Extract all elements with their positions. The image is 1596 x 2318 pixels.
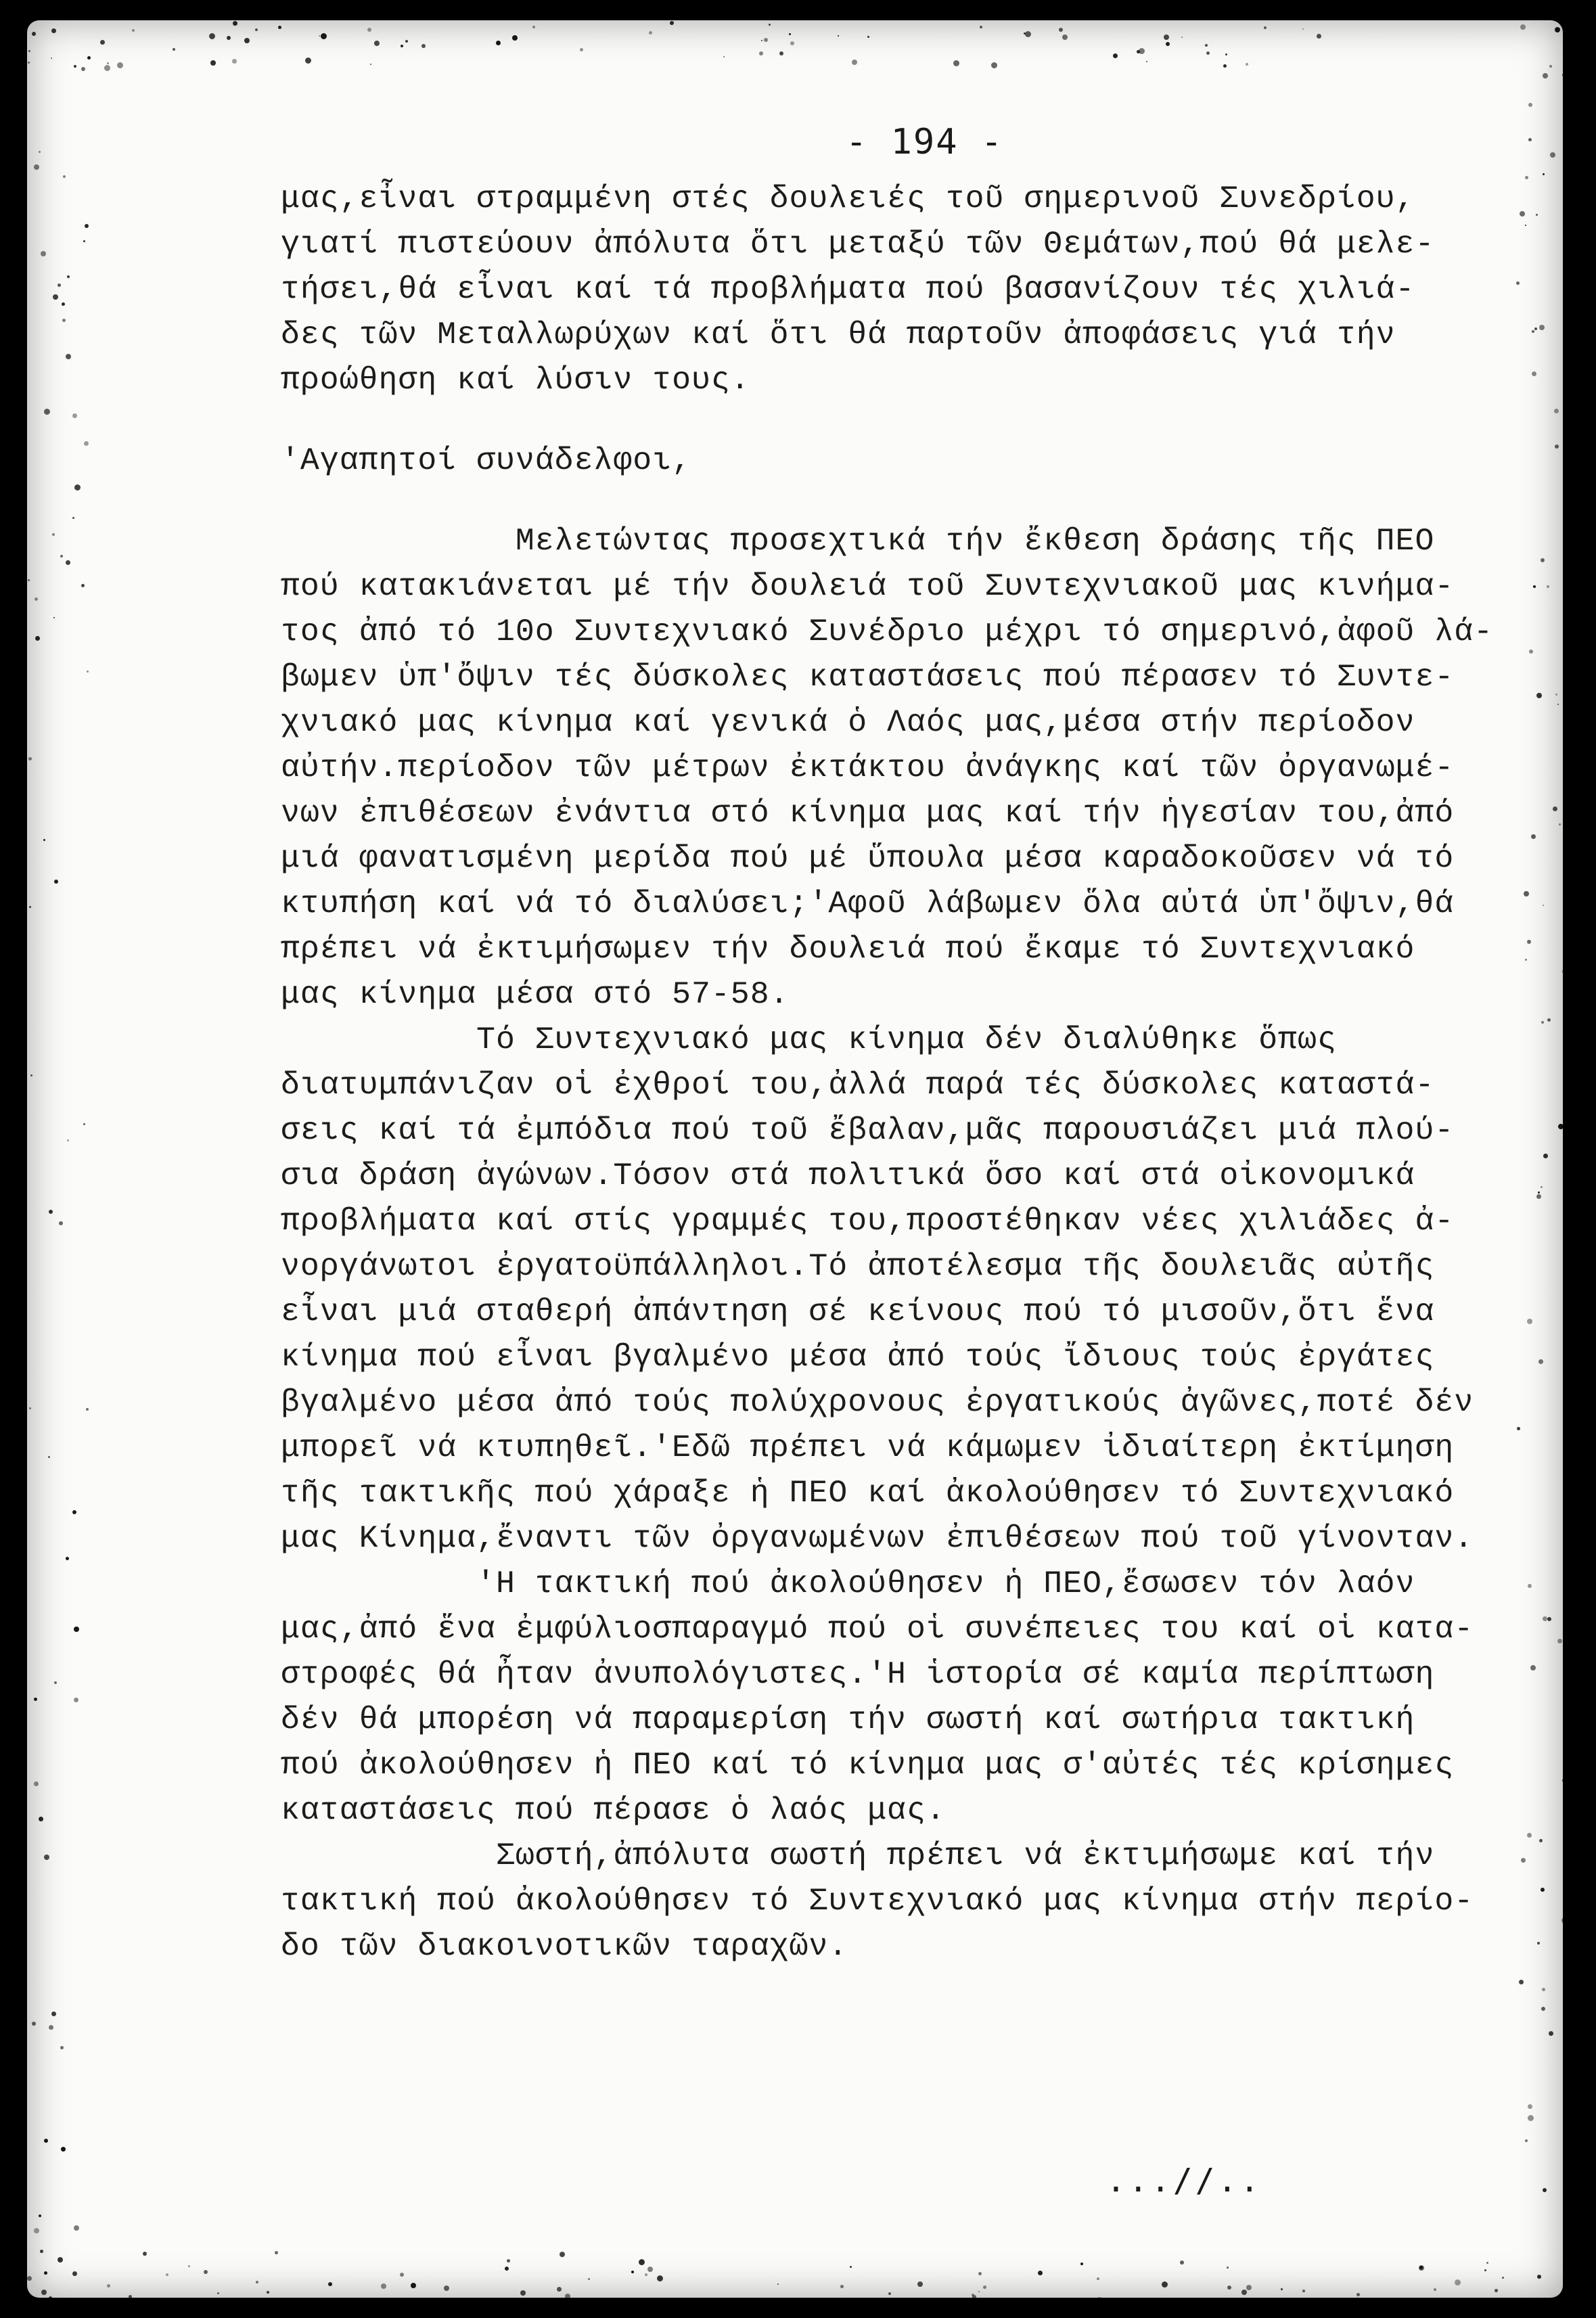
noise-speckle xyxy=(1302,28,1304,30)
noise-speckle xyxy=(81,584,85,587)
noise-speckle xyxy=(63,175,66,178)
noise-speckle xyxy=(1528,1584,1532,1588)
noise-speckle xyxy=(66,1557,69,1560)
noise-speckle xyxy=(28,757,32,760)
noise-speckle xyxy=(512,35,518,41)
noise-speckle xyxy=(850,2266,852,2268)
noise-speckle xyxy=(67,275,70,278)
noise-speckle xyxy=(991,62,997,68)
noise-speckle xyxy=(72,517,74,519)
noise-speckle xyxy=(1555,445,1559,449)
text-line: προώθηση καί λύσιν τους. xyxy=(281,362,750,398)
noise-speckle xyxy=(74,2225,79,2231)
text-line: πού κατακιάνεται μέ τήν δουλειά τοῦ Συντεχνιακοῦ μας κινήμα- xyxy=(281,568,1455,604)
noise-speckle xyxy=(560,2252,565,2257)
noise-speckle xyxy=(1536,214,1538,216)
noise-speckle xyxy=(1557,1639,1562,1643)
noise-speckle xyxy=(852,60,857,65)
noise-speckle xyxy=(1528,2104,1532,2109)
noise-speckle xyxy=(1539,325,1545,330)
noise-speckle xyxy=(39,2214,41,2217)
noise-speckle xyxy=(580,48,583,51)
noise-speckle xyxy=(1529,650,1533,654)
noise-speckle xyxy=(84,441,89,446)
text-line: Σωστή,ἀπόλυτα σωστή πρέπει νά ἐκτιμήσωμε καί τήν xyxy=(281,1838,1435,1873)
noise-speckle xyxy=(1525,176,1528,179)
document-page xyxy=(27,20,1563,2298)
noise-speckle xyxy=(54,1681,57,1684)
noise-speckle xyxy=(978,2272,982,2275)
noise-speckle xyxy=(1137,50,1140,53)
noise-speckle xyxy=(34,1781,39,1786)
noise-speckle xyxy=(1562,1779,1563,1782)
noise-speckle xyxy=(74,1698,78,1702)
noise-speckle xyxy=(81,67,85,71)
noise-speckle xyxy=(840,2285,844,2288)
noise-speckle xyxy=(1541,558,1545,562)
noise-speckle xyxy=(1538,1359,1543,1364)
noise-speckle xyxy=(48,1456,50,1458)
text-line: Τό Συντεχνιακό μας κίνημα δέν διαλύθηκε ὅπως xyxy=(281,1022,1337,1058)
noise-speckle xyxy=(204,2270,208,2274)
noise-speckle xyxy=(1543,73,1548,78)
text-line: βωμεν ὑπ'ὄψιν τές δύσκολες καταστάσεις πού πέρασεν τό Συντε- xyxy=(281,659,1455,695)
noise-speckle xyxy=(557,2287,562,2292)
noise-speckle xyxy=(51,2012,56,2016)
noise-speckle xyxy=(72,413,77,418)
noise-speckle xyxy=(29,1407,31,1409)
noise-speckle xyxy=(761,40,762,41)
noise-speckle xyxy=(1062,35,1068,40)
text-line: τῆς τακτικῆς πού χάραξε ἡ ΠΕΟ καί ἀκολούθησεν τό Συντεχνιακό xyxy=(281,1475,1455,1511)
noise-speckle xyxy=(1264,26,1267,29)
noise-speckle xyxy=(173,48,175,51)
noise-speckle xyxy=(58,283,61,287)
text-line: δες τῶν Μεταλλωρύχων καί ὅτι θά παρτοῦν ἀποφάσεις γιά τήν xyxy=(281,317,1396,353)
noise-speckle xyxy=(319,35,320,37)
text-line: καταστάσεις πού πέρασε ὁ λαός μας. xyxy=(281,1792,946,1828)
noise-speckle xyxy=(888,2292,891,2295)
noise-speckle xyxy=(1241,2290,1247,2295)
noise-speckle xyxy=(411,2283,416,2288)
text-line: χνιακό μας κίνημα καί γενικά ὁ Λαός μας,μέσα στήν περίοδον xyxy=(281,704,1415,740)
text-line: διατυμπάνιζαν οἱ ἐχθροί του,ἀλλά παρά τές δύσκολες καταστά- xyxy=(281,1067,1435,1103)
noise-speckle xyxy=(1025,31,1031,37)
noise-speckle xyxy=(1536,693,1542,698)
noise-speckle xyxy=(188,2265,190,2267)
noise-speckle xyxy=(107,62,109,64)
text-line: στροφές θά ἦταν ἀνυπολόγιστες.'Η ἱστορία σέ καμία περίπτωση xyxy=(281,1656,1435,1692)
noise-speckle xyxy=(39,151,41,153)
noise-speckle xyxy=(764,38,768,42)
noise-speckle xyxy=(305,58,311,64)
text-line: δέν θά μπορέση νά παραμερίση τήν σωστή καί σωτήρια τακτική xyxy=(281,1702,1415,1737)
noise-speckle xyxy=(1542,1988,1545,1991)
paragraph-gap xyxy=(281,483,1539,518)
noise-speckle xyxy=(1554,409,1559,413)
noise-speckle xyxy=(1534,327,1537,330)
text-line: πρέπει νά ἐκτιμήσωμεν τήν δουλειά πού ἔκαμε τό Συντεχνιακό xyxy=(281,931,1415,967)
noise-speckle xyxy=(28,62,30,64)
noise-speckle xyxy=(657,2275,663,2281)
noise-speckle xyxy=(1539,1839,1543,1842)
noise-speckle xyxy=(1520,24,1526,30)
noise-speckle xyxy=(723,56,725,58)
noise-speckle xyxy=(117,62,123,68)
noise-speckle xyxy=(1527,1833,1532,1838)
noise-speckle xyxy=(381,2283,386,2289)
noise-speckle xyxy=(74,65,76,68)
noise-speckle xyxy=(1558,1124,1563,1129)
noise-speckle xyxy=(838,35,839,37)
noise-speckle xyxy=(40,2250,43,2253)
noise-speckle xyxy=(370,64,371,65)
noise-speckle xyxy=(645,2273,647,2276)
noise-speckle xyxy=(1434,2288,1436,2291)
text-line: τος ἀπό τό 10ο Συντεχνιακό Συνέδριο μέχρι τό σημερινό,ἀφοῦ λά- xyxy=(281,614,1494,650)
noise-speckle xyxy=(1543,1154,1548,1158)
noise-speckle xyxy=(1527,1319,1532,1324)
noise-speckle xyxy=(1162,2281,1168,2288)
noise-speckle xyxy=(1281,2288,1283,2290)
noise-speckle xyxy=(233,21,237,26)
noise-speckle xyxy=(44,1855,49,1860)
noise-speckle xyxy=(1180,2260,1184,2265)
text-line: τακτική πού ἀκολούθησεν τό Συντεχνιακό μας κίνημα στήν περίο- xyxy=(281,1883,1474,1919)
noise-speckle xyxy=(1519,1980,1524,1984)
noise-speckle xyxy=(1543,905,1544,906)
noise-speckle xyxy=(1541,1888,1545,1892)
noise-speckle xyxy=(143,2252,147,2256)
noise-speckle xyxy=(1206,51,1210,55)
noise-speckle xyxy=(1227,2267,1229,2269)
noise-speckle xyxy=(1532,371,1536,376)
noise-speckle xyxy=(647,2267,653,2272)
text-line: νοργάνωτοι ἐργατοϋπάλληλοι.Τό ἀποτέλεσμα τῆς δουλειᾶς αὐτῆς xyxy=(281,1248,1435,1284)
noise-speckle xyxy=(44,2139,48,2143)
noise-speckle xyxy=(631,2271,634,2273)
noise-speckle xyxy=(51,28,56,33)
noise-speckle xyxy=(1543,2188,1547,2192)
text-line: σια δράση ἀγώνων.Τόσον στά πολιτικά ὅσο καί στά οἰκονομικά xyxy=(281,1158,1415,1194)
noise-speckle xyxy=(27,2276,32,2281)
text-line: νων ἐπιθέσεων ἐνάντια στό κίνημα μας καί τήν ἡγεσίαν του,ἀπό xyxy=(281,795,1455,831)
noise-speckle xyxy=(421,44,426,48)
noise-speckle xyxy=(972,2294,974,2296)
page-number: - 194 - xyxy=(846,122,1004,162)
noise-speckle xyxy=(104,65,110,71)
noise-speckle xyxy=(639,2259,645,2265)
noise-speckle xyxy=(790,41,794,45)
noise-speckle xyxy=(1562,970,1563,974)
noise-speckle xyxy=(132,29,135,32)
noise-speckle xyxy=(1524,891,1529,896)
noise-speckle xyxy=(35,597,38,601)
noise-speckle xyxy=(777,2283,779,2285)
noise-speckle xyxy=(1246,2285,1252,2290)
noise-speckle xyxy=(1541,1186,1543,1188)
text-line: Μελετώντας προσεχτικά τήν ἔκθεση δράσης τῆς ΠΕΟ xyxy=(281,523,1435,559)
noise-speckle xyxy=(32,2022,36,2026)
noise-speckle xyxy=(129,2295,132,2298)
noise-speckle xyxy=(217,2292,219,2294)
noise-speckle xyxy=(1550,152,1555,158)
noise-speckle xyxy=(1520,211,1525,217)
noise-speckle xyxy=(1024,32,1026,35)
noise-speckle xyxy=(983,2286,986,2289)
noise-speckle xyxy=(60,2046,64,2049)
noise-speckle xyxy=(1537,2275,1541,2279)
noise-speckle xyxy=(58,2257,63,2263)
text-line: εἶναι μιά σταθερή ἀπάντηση σέ κείνους πού τό μισοῦν,ὅτι ἕνα xyxy=(281,1294,1435,1330)
text-line: μας,εἶναι στραμμένη στές δουλειές τοῦ σημερινοῦ Συνεδρίου, xyxy=(281,181,1415,217)
text-line: μας,ἀπό ἕνα ἐμφύλιοσπαραγμό πού οἱ συνέπειες του καί οἱ κατα- xyxy=(281,1611,1474,1647)
noise-speckle xyxy=(1537,1942,1540,1945)
noise-speckle xyxy=(1531,834,1536,839)
text-line: γιατί πιστεύουν ἀπόλυτα ὅτι μεταξύ τῶν Θεμάτων,πού θά μελε- xyxy=(281,226,1435,262)
noise-speckle xyxy=(1530,1665,1536,1671)
noise-speckle xyxy=(1541,1021,1544,1024)
noise-speckle xyxy=(66,354,71,359)
noise-speckle xyxy=(1559,823,1561,825)
noise-speckle xyxy=(321,33,327,39)
noise-speckle xyxy=(267,2291,269,2294)
text-line: αὐτήν.περίοδον τῶν μέτρων ἐκτάκτου ἀνάγκης καί τῶν ὀργανωμέ- xyxy=(281,750,1455,786)
noise-speckle xyxy=(62,319,66,322)
noise-speckle xyxy=(367,28,371,32)
noise-speckle xyxy=(255,28,258,31)
noise-speckle xyxy=(1555,27,1560,32)
noise-speckle xyxy=(1455,2279,1461,2286)
noise-speckle xyxy=(34,2228,39,2233)
noise-speckle xyxy=(532,26,535,28)
noise-speckle xyxy=(1517,1427,1520,1430)
noise-speckle xyxy=(1536,1194,1541,1199)
text-line: τήσει,θά εἶναι καί τά προβλήματα πού βασανίζουν τές χιλιά- xyxy=(281,271,1415,307)
noise-speckle xyxy=(1181,37,1183,38)
text-line: 'Η τακτική πού ἀκολούθησεν ἡ ΠΕΟ,ἔσωσεν τόν λαόν xyxy=(281,1566,1415,1601)
noise-speckle xyxy=(1533,585,1536,588)
noise-speckle xyxy=(1495,2289,1498,2292)
text-line: σεις καί τά ἐμπόδια πού τοῦ ἔβαλαν,μᾶς παρουσιάζει μιά πλού- xyxy=(281,1112,1455,1148)
noise-speckle xyxy=(62,302,65,306)
noise-speckle xyxy=(60,555,63,558)
noise-speckle xyxy=(61,2147,66,2152)
noise-speckle xyxy=(1317,34,1321,39)
noise-speckle xyxy=(1525,2139,1528,2142)
noise-speckle xyxy=(1059,28,1063,32)
noise-speckle xyxy=(649,31,652,35)
noise-speckle xyxy=(917,2281,923,2287)
noise-speckle xyxy=(86,1408,89,1411)
text-line: μας Κίνημα,ἔναντι τῶν ὀργανωμένων ἐπιθέσεων πού τοῦ γίνονταν. xyxy=(281,1520,1474,1556)
noise-speckle xyxy=(789,33,791,35)
text-line: μπορεῖ νά κτυπηθεῖ.'Εδῶ πρέπει νά κάμωμεν ἰδιαίτερη ἐκτίμηση xyxy=(281,1430,1455,1465)
noise-speckle xyxy=(1549,65,1552,68)
noise-speckle xyxy=(278,26,281,29)
noise-speckle xyxy=(1561,1917,1563,1924)
noise-speckle xyxy=(520,2290,526,2296)
noise-speckle xyxy=(72,2271,77,2276)
noise-speckle xyxy=(275,2251,278,2254)
noise-speckle xyxy=(85,224,89,228)
noise-speckle xyxy=(588,2278,590,2280)
noise-speckle xyxy=(1502,2277,1504,2279)
noise-speckle xyxy=(444,2286,449,2291)
noise-speckle xyxy=(1521,1858,1526,1863)
noise-speckle xyxy=(34,1698,37,1701)
noise-speckle xyxy=(41,251,46,256)
noise-speckle xyxy=(41,2290,47,2295)
noise-speckle xyxy=(54,880,58,884)
noise-speckle xyxy=(1080,2263,1083,2265)
noise-speckle xyxy=(74,1627,79,1632)
noise-speckle xyxy=(1549,2031,1553,2036)
noise-speckle xyxy=(670,21,674,25)
noise-speckle xyxy=(405,40,408,43)
noise-speckle xyxy=(1097,2277,1099,2280)
noise-speckle xyxy=(400,2273,404,2277)
noise-speckle xyxy=(1205,44,1208,47)
noise-speckle xyxy=(1528,103,1532,107)
noise-speckle xyxy=(1525,959,1527,961)
noise-speckle xyxy=(1543,1616,1547,1621)
noise-speckle xyxy=(227,36,231,40)
noise-speckle xyxy=(1532,330,1534,333)
noise-speckle xyxy=(1541,2007,1545,2011)
noise-speckle xyxy=(1302,2290,1305,2292)
noise-speckle xyxy=(769,24,771,26)
noise-speckle xyxy=(1227,2286,1231,2290)
noise-speckle xyxy=(166,2273,168,2276)
noise-speckle xyxy=(1527,940,1531,944)
continuation-mark: ...//.. xyxy=(1106,2162,1262,2200)
noise-speckle xyxy=(28,50,30,52)
noise-speckle xyxy=(328,2282,332,2286)
noise-speckle xyxy=(29,906,31,908)
noise-speckle xyxy=(505,2267,509,2271)
noise-speckle xyxy=(35,636,40,641)
noise-speckle xyxy=(232,59,237,64)
noise-speckle xyxy=(28,579,30,581)
noise-speckle xyxy=(1547,585,1549,588)
noise-speckle xyxy=(83,1123,85,1125)
noise-speckle xyxy=(1484,2269,1486,2271)
noise-speckle xyxy=(209,33,215,39)
noise-speckle xyxy=(53,294,58,300)
noise-speckle xyxy=(1356,2293,1360,2296)
noise-speckle xyxy=(1419,2265,1424,2271)
noise-speckle xyxy=(1555,694,1557,696)
noise-speckle xyxy=(256,2281,258,2283)
noise-speckle xyxy=(44,409,50,415)
text-line: προβλήματα καί στίς γραμμές του,προστέθηκαν νέες χιλιάδες ἀ- xyxy=(281,1203,1455,1239)
noise-speckle xyxy=(1547,1617,1551,1621)
noise-speckle xyxy=(100,40,105,45)
noise-speckle xyxy=(39,1817,43,1821)
noise-speckle xyxy=(34,164,39,170)
noise-speckle xyxy=(953,60,959,66)
noise-speckle xyxy=(867,36,869,38)
noise-speckle xyxy=(1528,138,1532,141)
noise-speckle xyxy=(779,51,783,55)
noise-speckle xyxy=(59,1221,63,1225)
noise-speckle xyxy=(980,26,982,28)
noise-speckle xyxy=(244,38,250,43)
noise-speckle xyxy=(74,484,81,491)
noise-speckle xyxy=(565,2294,570,2298)
noise-speckle xyxy=(51,58,52,59)
text-line: κίνημα πού εἶναι βγαλμένο μέσα ἀπό τούς ἴδιους τούς ἐργάτες xyxy=(281,1339,1435,1375)
noise-speckle xyxy=(1553,806,1557,811)
text-line: πού ἀκολούθησεν ἡ ΠΕΟ καί τό κίνημα μας σ'αὐτές τές κρίσημες xyxy=(281,1747,1455,1783)
paragraph-gap xyxy=(281,403,1539,438)
text-line: δο τῶν διακοινοτικῶν ταραχῶν. xyxy=(281,1928,848,1964)
noise-speckle xyxy=(67,1139,69,1141)
noise-speckle xyxy=(1164,35,1169,40)
noise-speckle xyxy=(53,617,55,618)
text-line: κτυπήση καί νά τό διαλύσει;'Αφοῦ λάβωμεν ὅλα αὐτά ὑπ'ὄψιν,θά xyxy=(281,886,1455,922)
noise-speckle xyxy=(49,1210,53,1214)
noise-speckle xyxy=(374,41,380,46)
document-body xyxy=(281,176,1539,1969)
noise-speckle xyxy=(496,41,501,45)
noise-speckle xyxy=(1223,64,1227,68)
noise-speckle xyxy=(1246,63,1248,66)
noise-speckle xyxy=(759,51,763,55)
noise-speckle xyxy=(1557,704,1559,705)
noise-speckle xyxy=(32,32,36,36)
noise-speckle xyxy=(52,533,55,536)
noise-speckle xyxy=(978,2291,980,2292)
noise-speckle xyxy=(49,2025,53,2030)
noise-speckle xyxy=(1097,2297,1102,2298)
text-line: μας κίνημα μέσα στό 57-58. xyxy=(281,976,790,1012)
noise-speckle xyxy=(49,2296,52,2298)
noise-speckle xyxy=(1516,281,1520,285)
noise-speckle xyxy=(1038,2271,1043,2275)
text-line: βγαλμένο μέσα ἀπό τούς πολύχρονους ἐργατικούς ἀγῶνες,ποτέ δέν xyxy=(281,1384,1474,1420)
noise-speckle xyxy=(507,2259,510,2263)
noise-speckle xyxy=(83,240,85,242)
noise-speckle xyxy=(87,56,91,60)
noise-speckle xyxy=(1543,173,1545,175)
noise-speckle xyxy=(87,671,89,673)
text-line: 'Αγαπητοί συνάδελφοι, xyxy=(281,442,691,478)
noise-speckle xyxy=(66,560,70,565)
noise-speckle xyxy=(401,45,403,47)
noise-speckle xyxy=(72,1510,76,1514)
noise-speckle xyxy=(1562,74,1563,76)
noise-speckle xyxy=(1146,61,1147,62)
noise-speckle xyxy=(1166,42,1170,46)
noise-speckle xyxy=(30,1074,32,1076)
noise-speckle xyxy=(210,60,216,66)
noise-speckle xyxy=(44,2271,47,2275)
noise-speckle xyxy=(1528,2115,1534,2121)
noise-speckle xyxy=(107,2284,110,2288)
noise-speckle xyxy=(1525,225,1526,226)
noise-speckle xyxy=(1113,53,1118,58)
noise-speckle xyxy=(1225,53,1227,55)
noise-speckle xyxy=(1547,1018,1551,1022)
noise-speckle xyxy=(1486,2262,1488,2264)
noise-speckle xyxy=(1538,1191,1540,1194)
text-line: μιά φανατισμένη μερίδα πού μέ ὕπουλα μέσα καραδοκοῦσεν νά τό xyxy=(281,840,1455,876)
noise-speckle xyxy=(43,839,45,841)
